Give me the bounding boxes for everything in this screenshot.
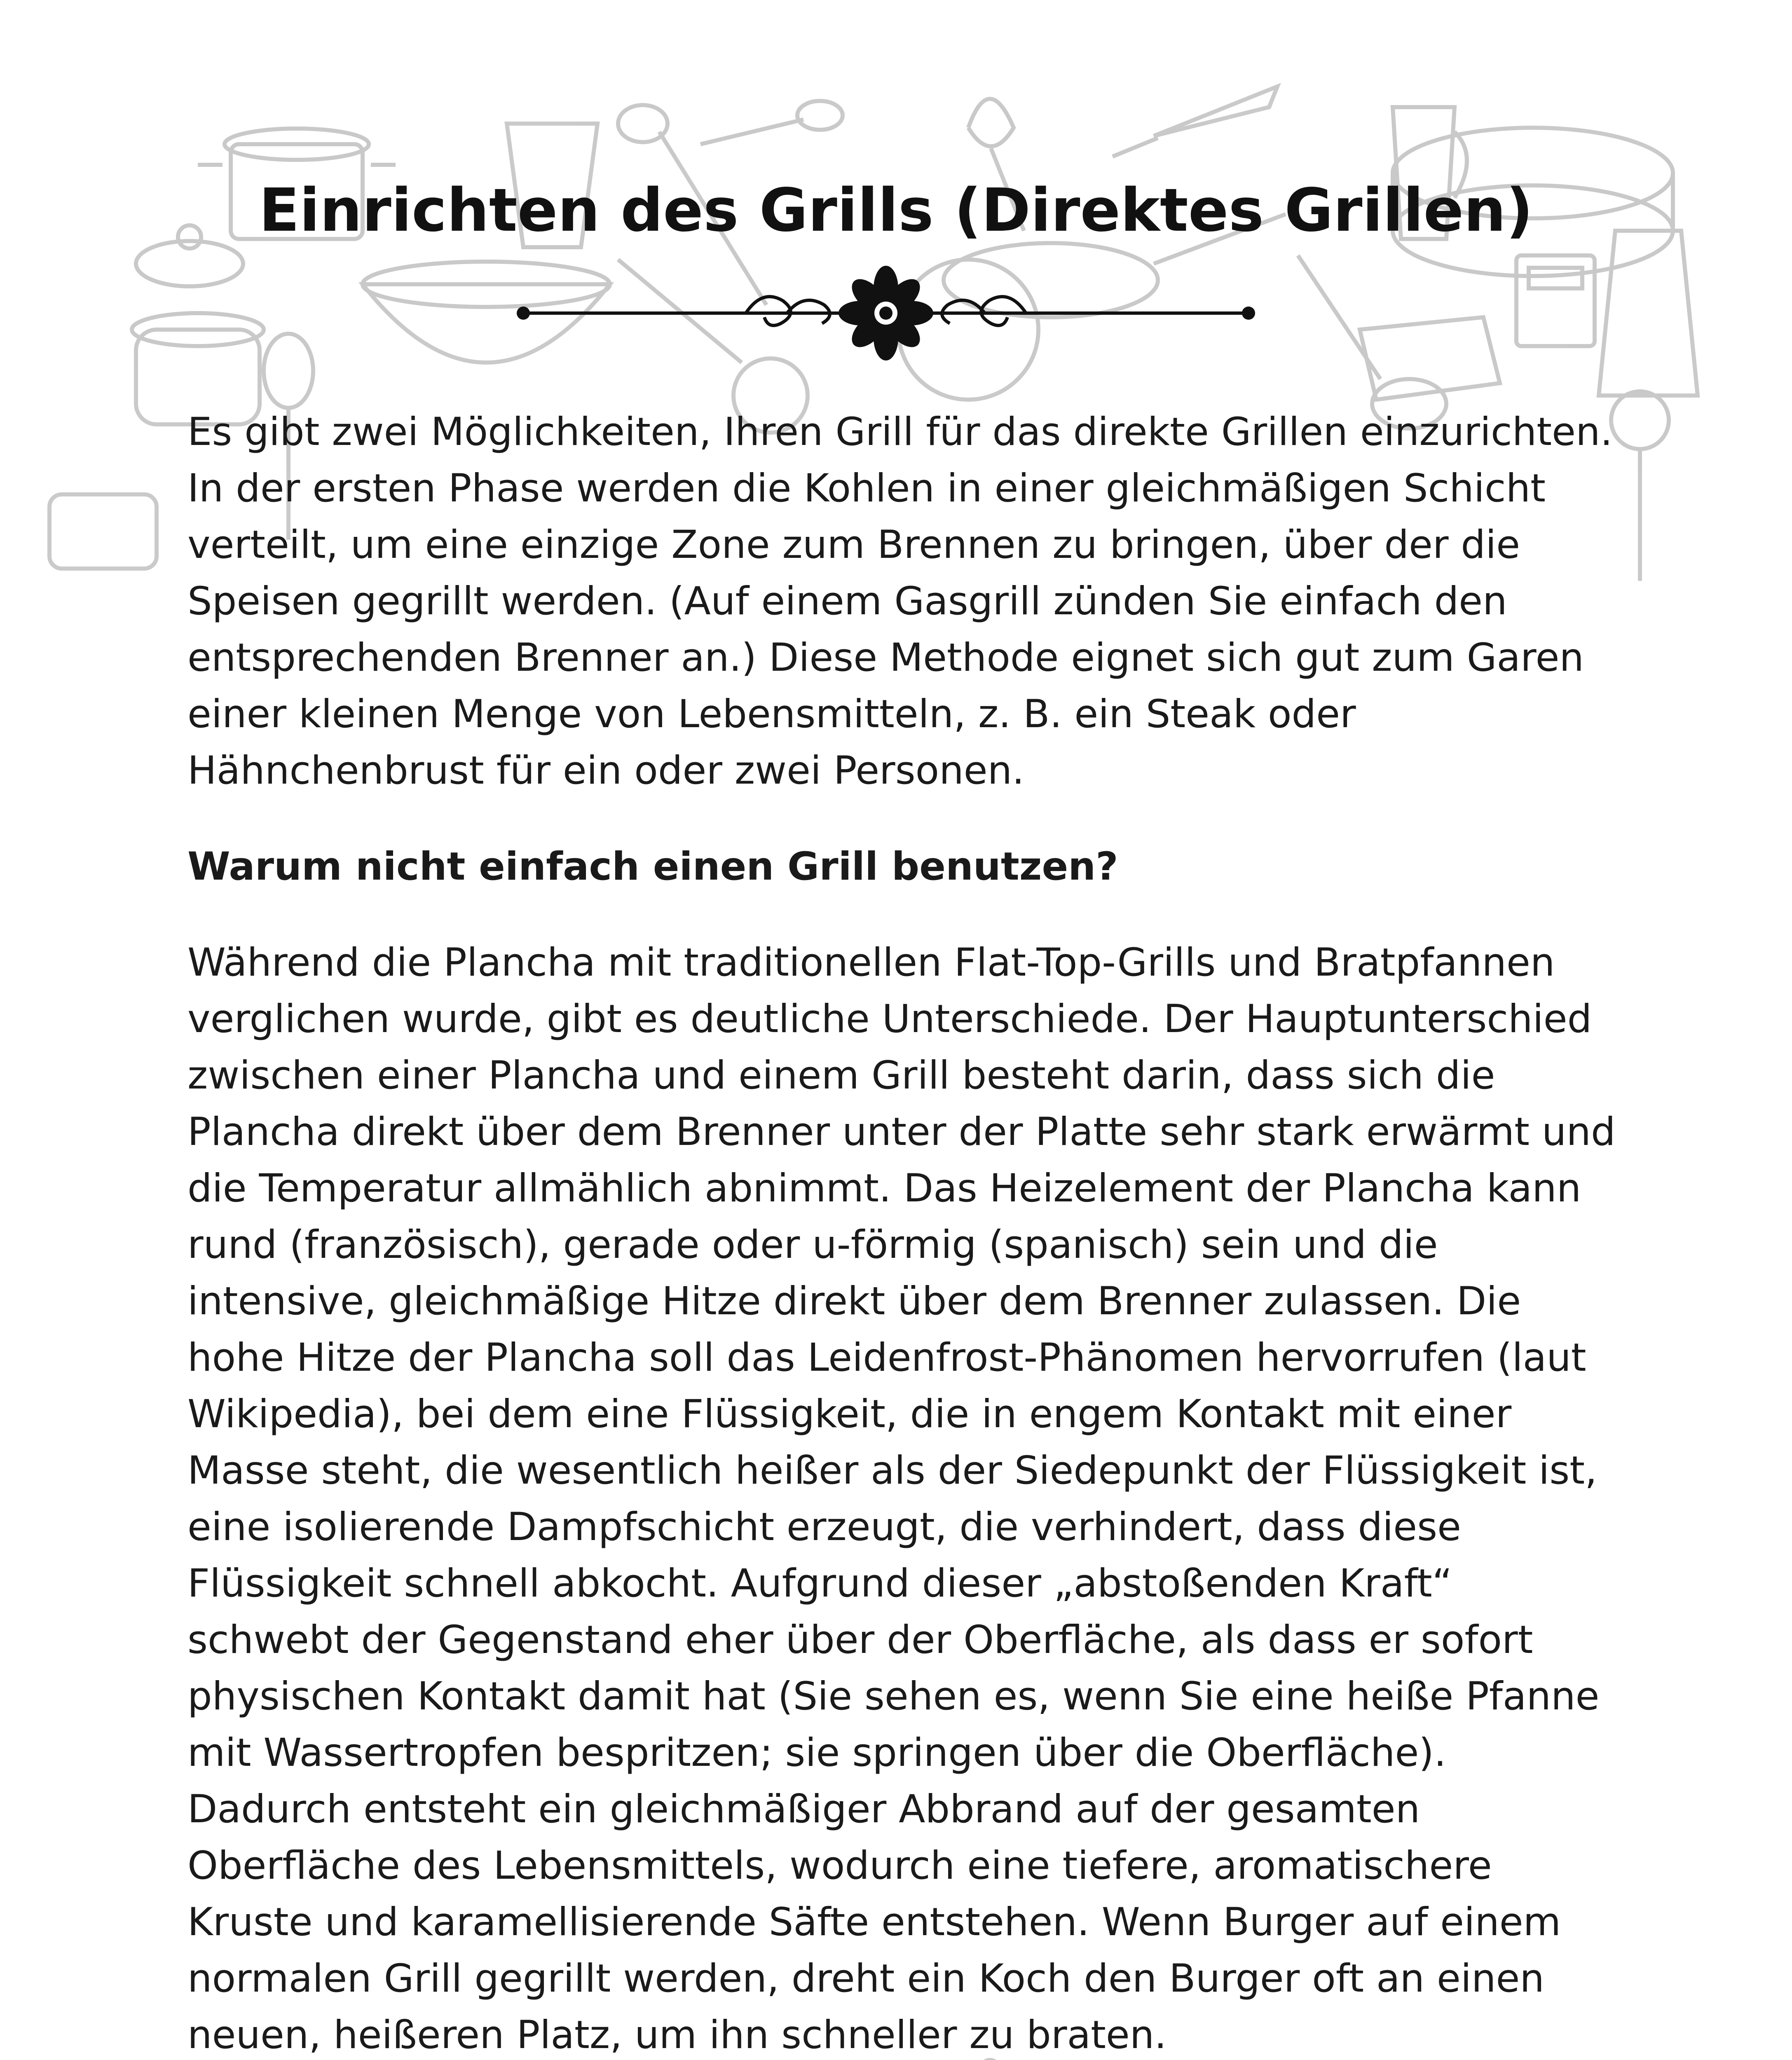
ladle-right-icon (1298, 255, 1446, 428)
calculator-icon (1516, 255, 1595, 346)
intro-paragraph: Es gibt zwei Möglichkeiten, Ihren Grill für das direkte Grillen einzurichten. In der ersten Phase werden die Kohlen in einer gleichmäßigen Schicht verteilt, um eine einzige Zone zum Brennen zu bringen, über der die Speisen gegrillt werden. (Auf einem Gasgrill zünden Sie einfach den entsprechenden Brenner an.) Diese Methode eignet sich gut zum Garen einer kleinen Menge von Lebensmitteln, z. B. ein Steak oder Hähnchenbrust für ein oder zwei Personen. (187, 410, 1613, 793)
grater-icon (1599, 231, 1698, 396)
main-content (187, 404, 1621, 2060)
spoon-icon (700, 101, 843, 144)
section-heading: Warum nicht einfach einen Grill benutzen? (187, 844, 1118, 889)
knife-icon (1113, 87, 1277, 157)
flower-divider-icon (515, 264, 1257, 363)
sponge-icon (1360, 317, 1500, 400)
pot-left-icon (49, 494, 157, 569)
page-title: Einrichten des Grills (Direktes Grillen) (259, 176, 1533, 245)
body-paragraph: Während die Plancha mit traditionellen Flat-Top-Grills und Bratpfannen verglichen wurde, gibt es deutliche Unterschiede. Der Hauptunterschied zwischen einer Plancha und einem Grill besteht darin, dass sich die Plancha direkt über dem Brenner unter der Platte sehr stark erwärmt und die Temperatur allmählich abnimmt. Das Heizelement der Plancha kann rund (französisch), gerade oder u-förmig (spanisch) sein und die intensive, gleichmäßige Hitze direkt über dem Brenner zulassen. Die hohe Hitze der Plancha soll das Leidenfrost-Phänomen hervorrufen (laut Wikipedia), bei dem eine Flüssigkeit, die in engem Kontakt mit einer Masse steht, die wesentlich heißer als der Siedepunkt der Flüssigkeit ist, eine isolierende Dampfschicht erzeugt, die verhindert, dass diese Flüssigkeit schnell abkocht. Aufgrund dieser „abstoßenden Kraft“ schwebt der Gegenstand eher über der Oberfläche, als dass er sofort physischen Kontakt damit hat (Sie sehen es, wenn Sie eine heiße Pfanne mit Wassertropfen bespritzen; sie springen über die Oberfläche). Dadurch entsteht ein gleichmäßiger Abbrand auf der gesamten Oberfläche des Lebensmittels, wodurch eine tiefere, aromatischere Kruste und karamellisierende Säfte entstehen. Wenn Burger auf einem normalen Grill gegrillt werden, dreht ein Koch den Burger oft an einen neuen, heißeren Platz, um ihn schneller zu braten. (187, 940, 1616, 2058)
